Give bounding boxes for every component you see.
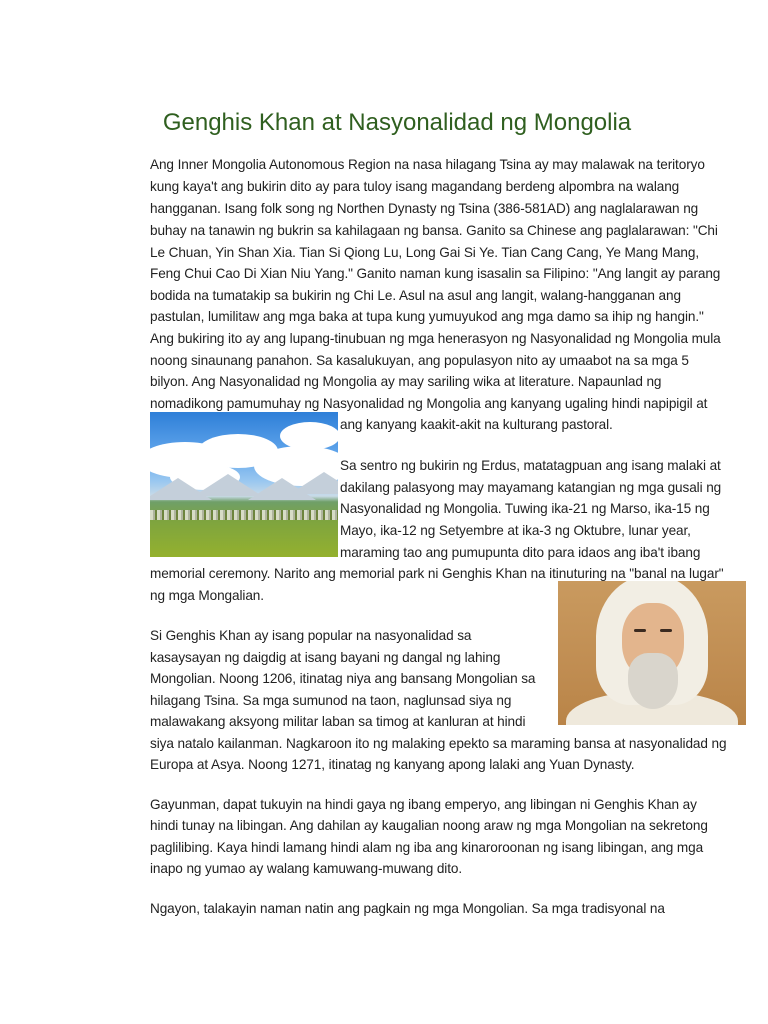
paragraph-5-line-1: Ngayon, talakayin naman natin ang pagkain ng mga Mongolian. Sa mga tradisyonal na (150, 901, 665, 916)
paragraph-3-line-2: kasaysayan ng daigdig at isang bayani ng dangal ng lahing (150, 650, 501, 665)
paragraph-1-line-9: Ang bukiring ito ay ang lupang-tinubuan ng mga henerasyon ng Nasyonalidad ng Mongolia mula (150, 331, 721, 346)
paragraph-4-line-3: paglilibing. Kaya hindi lamang hindi alam ng iba ang kinaroroonan ng isang libingan, ang mga (150, 840, 704, 855)
paragraph-2-line-6: memorial ceremony. Narito ang memorial park ni Genghis Khan na itinuturing na "banal na lugar" (150, 566, 724, 581)
paragraph-3-line-5: malawakang aksyong militar laban sa timog at kanluran at hindi (150, 714, 526, 729)
genghis-khan-portrait-image (558, 581, 746, 725)
paragraph-1-line-7: bodida na tumatakip sa bukirin ng Chi Le. Asul na asul ang langit, walang-hangganan ang (150, 288, 681, 303)
paragraph-3-line-6: siya natalo kailanman. Nagkaroon ito ng malaking epekto sa maraming bansa at nasyonalidad ng (150, 736, 727, 751)
paragraph-3-line-3: Mongolian. Noong 1206, itinatag niya ang bansang Mongolian sa (150, 671, 536, 686)
paragraph-1-line-12: nomadikong pamumuhay ng Nasyonalidad ng Mongolia ang kanyang ugaling hindi napipigil at (150, 396, 708, 411)
paragraph-1-line-10: noong sinaunang panahon. Sa kasalukuyan, ang populasyon nito ay umaabot na sa mga 5 (150, 353, 689, 368)
paragraph-1-line-11: bilyon. Ang Nasyonalidad ng Mongolia ay may sariling wika at literature. Napaunlad ng (150, 374, 662, 389)
paragraph-3-line-4: hilagang Tsina. Sa mga sumunod na taon, naglunsad siya ng (150, 693, 512, 708)
paragraph-1-line-1: Ang Inner Mongolia Autonomous Region na nasa hilagang Tsina ay may malawak na teritoryo (150, 157, 705, 172)
paragraph-1-line-2: kung kaya't ang bukirin dito ay para tuloy isang magandang berdeng alpombra na walang (150, 179, 680, 194)
paragraph-2-line-5: maraming tao ang pumupunta dito para idaos ang iba't ibang (340, 545, 701, 560)
paragraph-2-line-7: ng mga Mongalian. (150, 588, 264, 603)
paragraph-4-line-1: Gayunman, dapat tukuyin na hindi gaya ng ibang emperyo, ang libingan ni Genghis Khan ay (150, 797, 697, 812)
paragraph-1-line-4: buhay na tanawin ng bukrin sa kahilagaan ng bansa. Ganito sa Chinese ang paglalarawan: "Chi (150, 223, 718, 238)
paragraph-1-line-6: Feng Chui Cao Di Xian Niu Yang." Ganito naman kung isasalin sa Filipino: "Ang langit ay parang (150, 266, 721, 281)
paragraph-2-line-2: dakilang palasyong may mayamang katangian ng mga gusali ng (340, 480, 722, 495)
paragraph-1-line-5: Le Chuan, Yin Shan Xia. Tian Si Qiong Lu, Long Gai Si Ye. Tian Cang Cang, Ye Mang Mang, (150, 245, 700, 260)
paragraph-2-line-3: Nasyonalidad ng Mongolia. Tuwing ika-21 ng Marso, ika-15 ng (340, 501, 710, 516)
paragraph-1-line-13: ang kanyang kaakit-akit na kulturang pastoral. (340, 417, 613, 432)
grassland-landscape-image (150, 412, 338, 557)
paragraph-3-line-7: Europa at Asya. Noong 1271, itinatag ng kanyang apong lalaki ang Yuan Dynasty. (150, 757, 635, 772)
paragraph-2-line-4: Mayo, ika-12 ng Setyembre at ika-3 ng Oktubre, lunar year, (340, 523, 691, 538)
paragraph-1-line-8: pastulan, lumilitaw ang mga baka at tupa kung yumuyukod ang mga damo sa ihip ng hangin." (150, 309, 704, 324)
paragraph-4-line-2: hindi tunay na libingan. Ang dahilan ay kaugalian noong araw ng mga Mongolian na sekretong (150, 818, 708, 833)
paragraph-4-line-4: inapo ng yumao ay walang kamuwang-muwang dito. (150, 861, 463, 876)
paragraph-3-line-1: Si Genghis Khan ay isang popular na nasyonalidad sa (150, 628, 472, 643)
paragraph-1-line-3: hangganan. Isang folk song ng Northen Dynasty ng Tsina (386-581AD) ang naglalarawan ng (150, 201, 699, 216)
paragraph-2-line-1: Sa sentro ng bukirin ng Erdus, matatagpuan ang isang malaki at (340, 458, 721, 473)
page-title: Genghis Khan at Nasyonalidad ng Mongolia (162, 109, 632, 136)
